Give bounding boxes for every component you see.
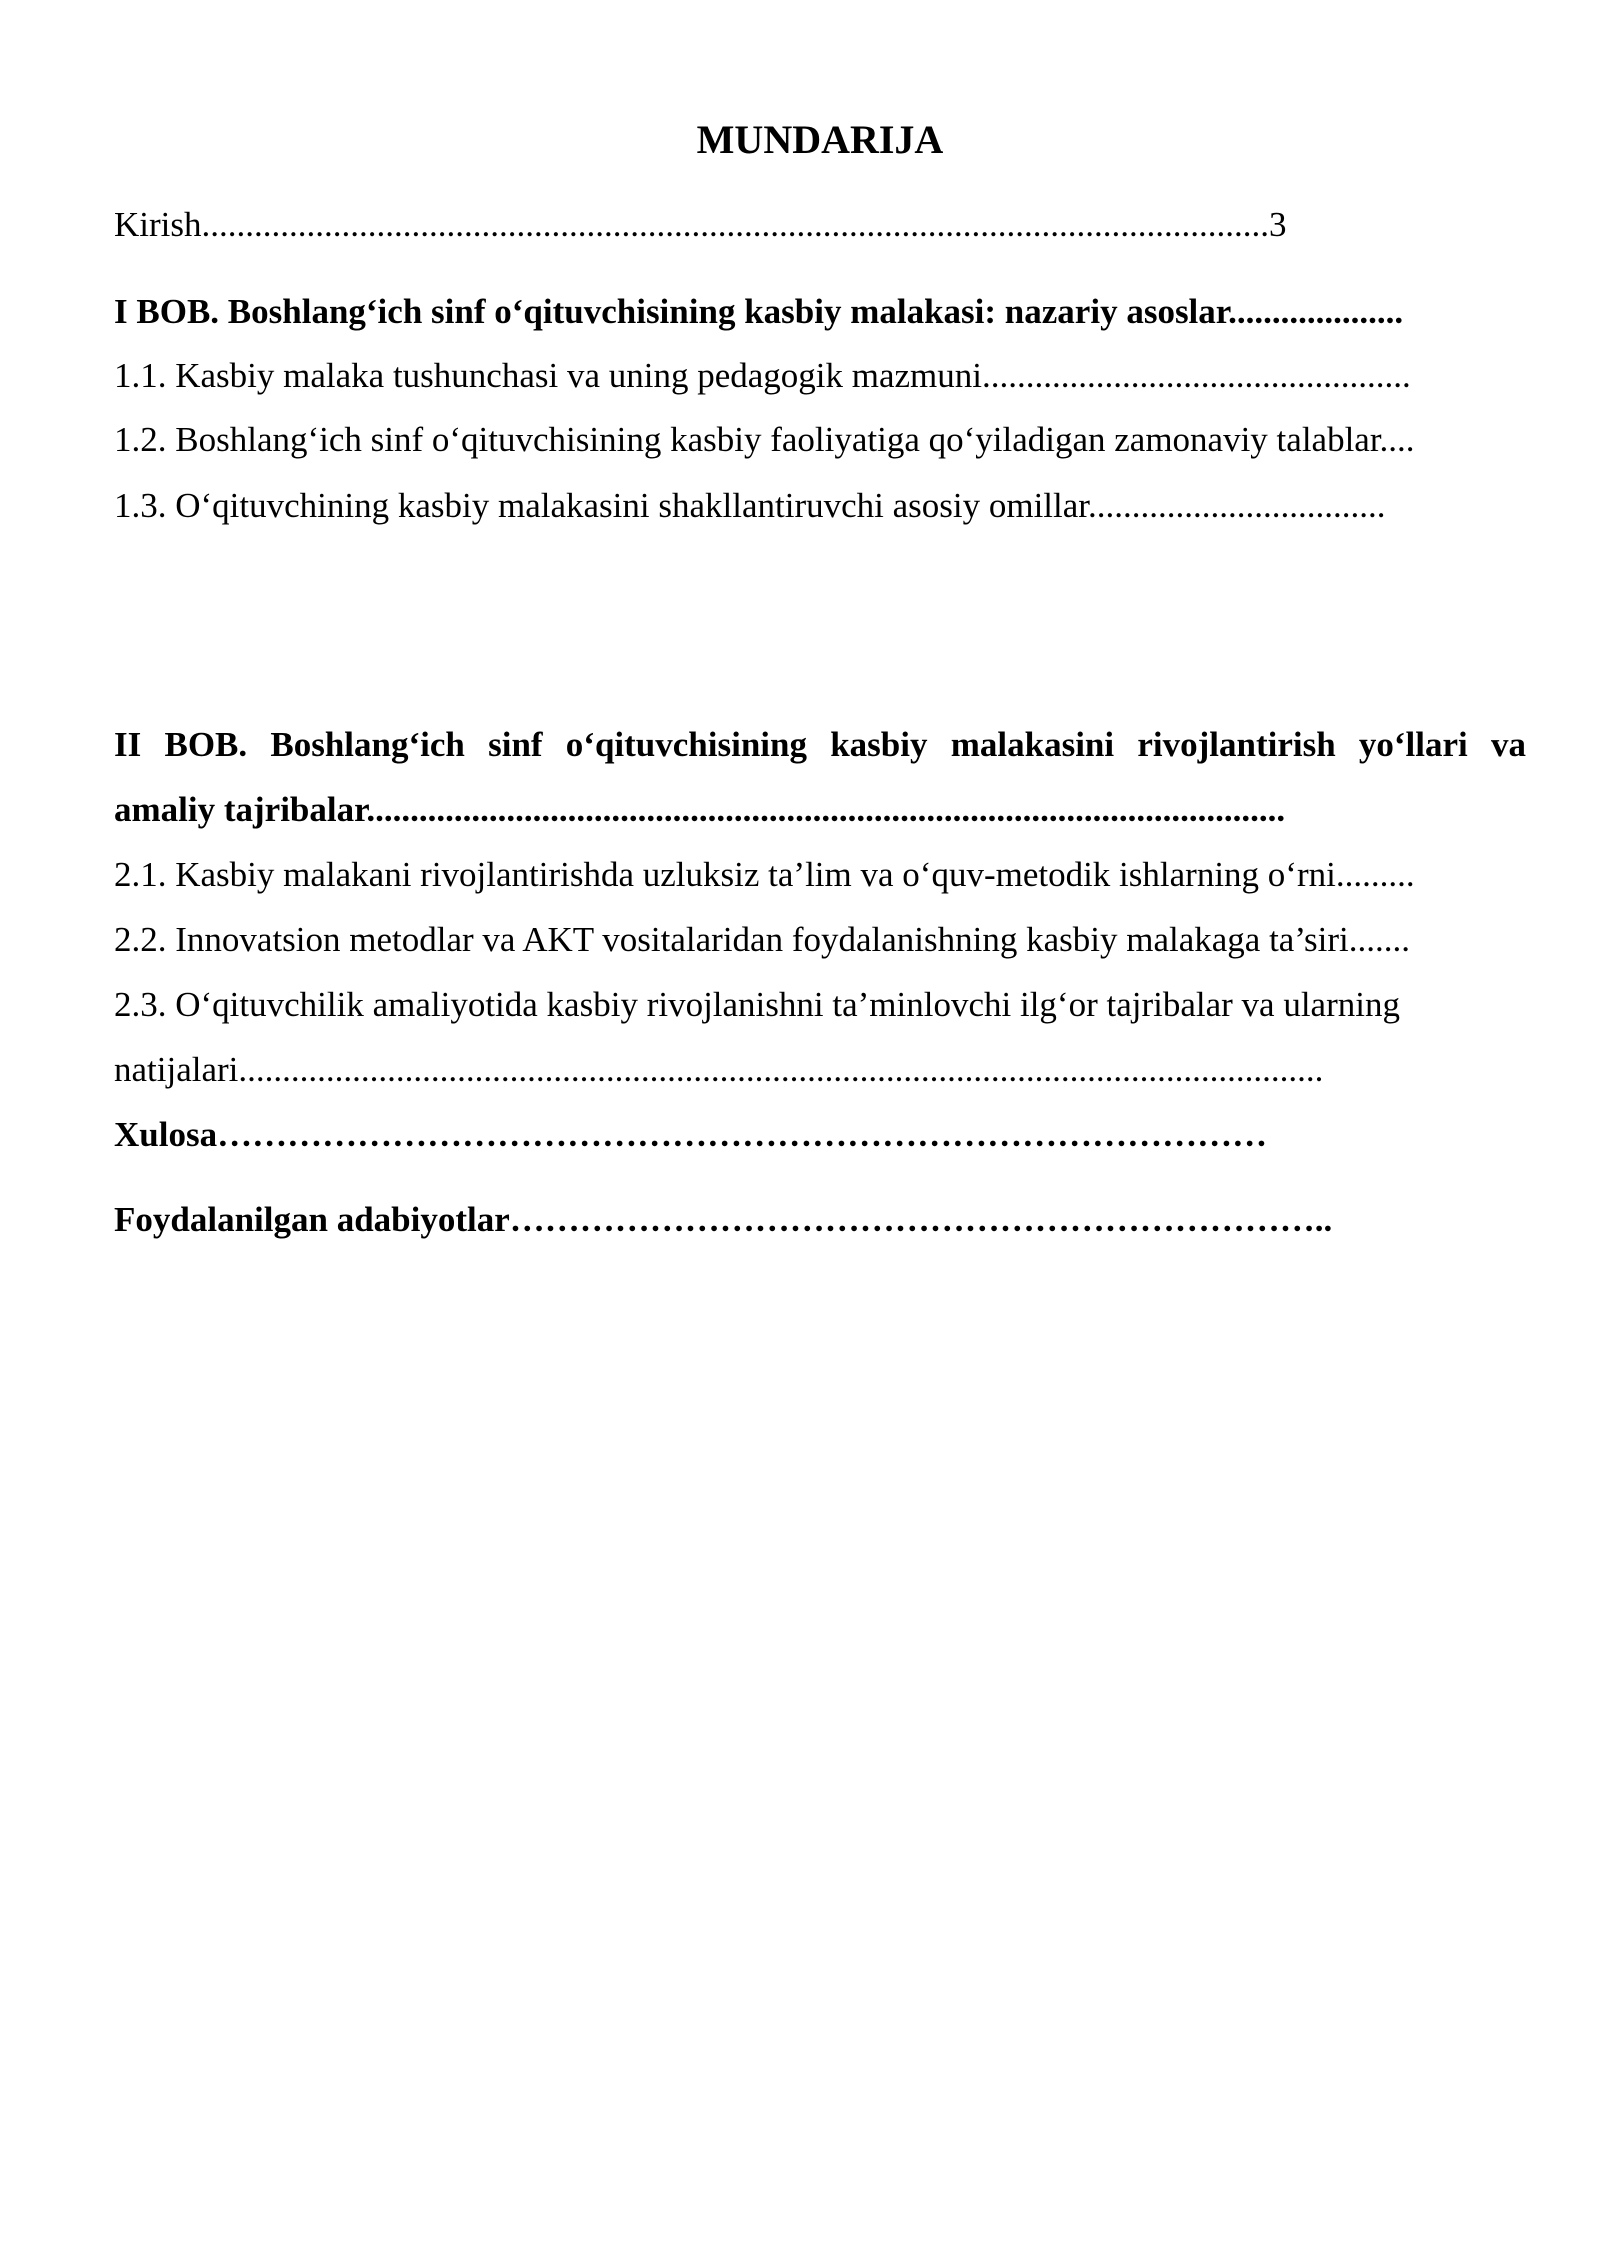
toc-entry-1-2: 1.2. Boshlang‘ich sinf o‘qituvchisining kasbiy faoliyatiga qo‘yiladigan zamonaviy talablar.... bbox=[114, 420, 1415, 459]
toc-chapter-2-heading-line-1: II BOB. Boshlang‘ich sinf o‘qituvchisining kasbiy malakasini rivojlantirish yo‘llari va bbox=[114, 725, 1526, 764]
toc-entry-2-2: 2.2. Innovatsion metodlar va AKT vositalaridan foydalanishning kasbiy malakaga ta’siri....... bbox=[114, 920, 1411, 959]
toc-entry-references: Foydalanilgan adabiyotlar…………………………………………………………….. bbox=[114, 1200, 1333, 1239]
toc-entry-intro: Kirish..........................................................................................................................3 bbox=[114, 205, 1287, 244]
toc-entry-2-1: 2.1. Kasbiy malakani rivojlantirishda uzluksiz ta’lim va o‘quv-metodik ishlarning o‘rni......... bbox=[114, 855, 1415, 894]
page-title: MUNDARIJA bbox=[696, 117, 944, 162]
toc-chapter-2-heading-line-2: amaliy tajribalar......................................................................................................... bbox=[114, 790, 1286, 829]
toc-entry-2-3-line-1: 2.3. O‘qituvchilik amaliyotida kasbiy rivojlanishni ta’minlovchi ilg‘or tajribalar va ularning bbox=[114, 985, 1400, 1024]
toc-chapter-1-heading: I BOB. Boshlang‘ich sinf o‘qituvchisining kasbiy malakasi: nazariy asoslar.................... bbox=[114, 292, 1404, 331]
toc-entry-1-1: 1.1. Kasbiy malaka tushunchasi va uning pedagogik mazmuni................................................. bbox=[114, 356, 1411, 395]
toc-entry-1-3: 1.3. O‘qituvchining kasbiy malakasini shakllantiruvchi asosiy omillar.................................. bbox=[114, 486, 1386, 525]
toc-entry-2-3-line-2: natijalari............................................................................................................................ bbox=[114, 1050, 1324, 1089]
toc-entry-conclusion: Xulosa……………………………………………………………………………… bbox=[114, 1115, 1268, 1154]
